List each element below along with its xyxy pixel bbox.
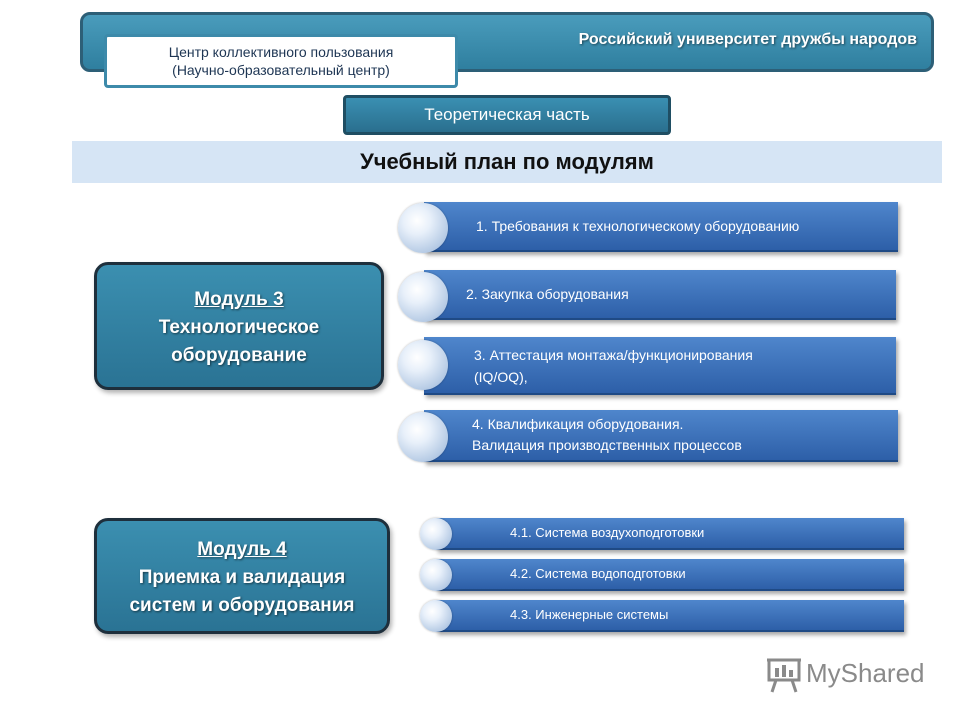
module3-item-1-text: 1. Требования к технологическому оборудованию bbox=[476, 218, 800, 234]
module4-line2: систем и оборудования bbox=[129, 595, 355, 616]
module3-item-4[interactable] bbox=[424, 410, 898, 462]
center-name-line2: (Научно-образовательный центр) bbox=[172, 62, 390, 78]
module4-box bbox=[94, 518, 390, 634]
module3-line1: Технологическое bbox=[158, 317, 320, 338]
presentation-board-icon bbox=[766, 656, 802, 694]
bullet-circle-icon bbox=[420, 559, 452, 591]
module3-item-3[interactable] bbox=[424, 337, 896, 395]
university-title: Российский университет дружбы народов bbox=[578, 31, 917, 48]
bullet-circle-icon bbox=[398, 412, 448, 462]
center-name-line1: Центр коллективного пользования bbox=[168, 44, 394, 60]
module3-title: Модуль 3 bbox=[194, 289, 284, 310]
module3-item-2[interactable] bbox=[424, 270, 896, 320]
module3-item-3-line1: 3. Аттестация монтажа/функционирования bbox=[474, 347, 753, 363]
module3-item-4-line1: 4. Квалификация оборудования. bbox=[472, 416, 684, 432]
myshared-logo bbox=[766, 656, 936, 696]
module3-item-2-text: 2. Закупка оборудования bbox=[466, 286, 629, 302]
bullet-circle-icon bbox=[420, 518, 452, 550]
module4-item-3[interactable] bbox=[436, 600, 904, 632]
module3-item-1[interactable] bbox=[424, 202, 898, 252]
theory-section-button[interactable]: Теоретическая часть bbox=[343, 95, 671, 135]
module3-line2: оборудование bbox=[171, 345, 307, 366]
bullet-circle-icon bbox=[398, 340, 448, 390]
module4-item-2[interactable] bbox=[436, 559, 904, 591]
bullet-circle-icon bbox=[398, 203, 448, 253]
module4-item-3-text: 4.3. Инженерные системы bbox=[510, 607, 669, 622]
bullet-circle-icon bbox=[398, 272, 448, 322]
plan-title: Учебный план по модулям bbox=[72, 141, 942, 183]
module3-item-3-line2: (IQ/OQ), bbox=[474, 369, 528, 385]
module4-item-2-text: 4.2. Система водоподготовки bbox=[510, 566, 686, 581]
module4-item-1[interactable] bbox=[436, 518, 904, 550]
module3-box bbox=[94, 262, 384, 390]
module4-item-1-text: 4.1. Система воздухоподготовки bbox=[510, 525, 705, 540]
module3-item-4-line2: Валидация производственных процессов bbox=[472, 437, 742, 453]
module4-line1: Приемка и валидация bbox=[138, 567, 346, 588]
center-name-box bbox=[104, 34, 458, 88]
module4-title: Модуль 4 bbox=[197, 539, 287, 560]
myshared-logo-text: MyShared bbox=[806, 658, 925, 688]
bullet-circle-icon bbox=[420, 600, 452, 632]
